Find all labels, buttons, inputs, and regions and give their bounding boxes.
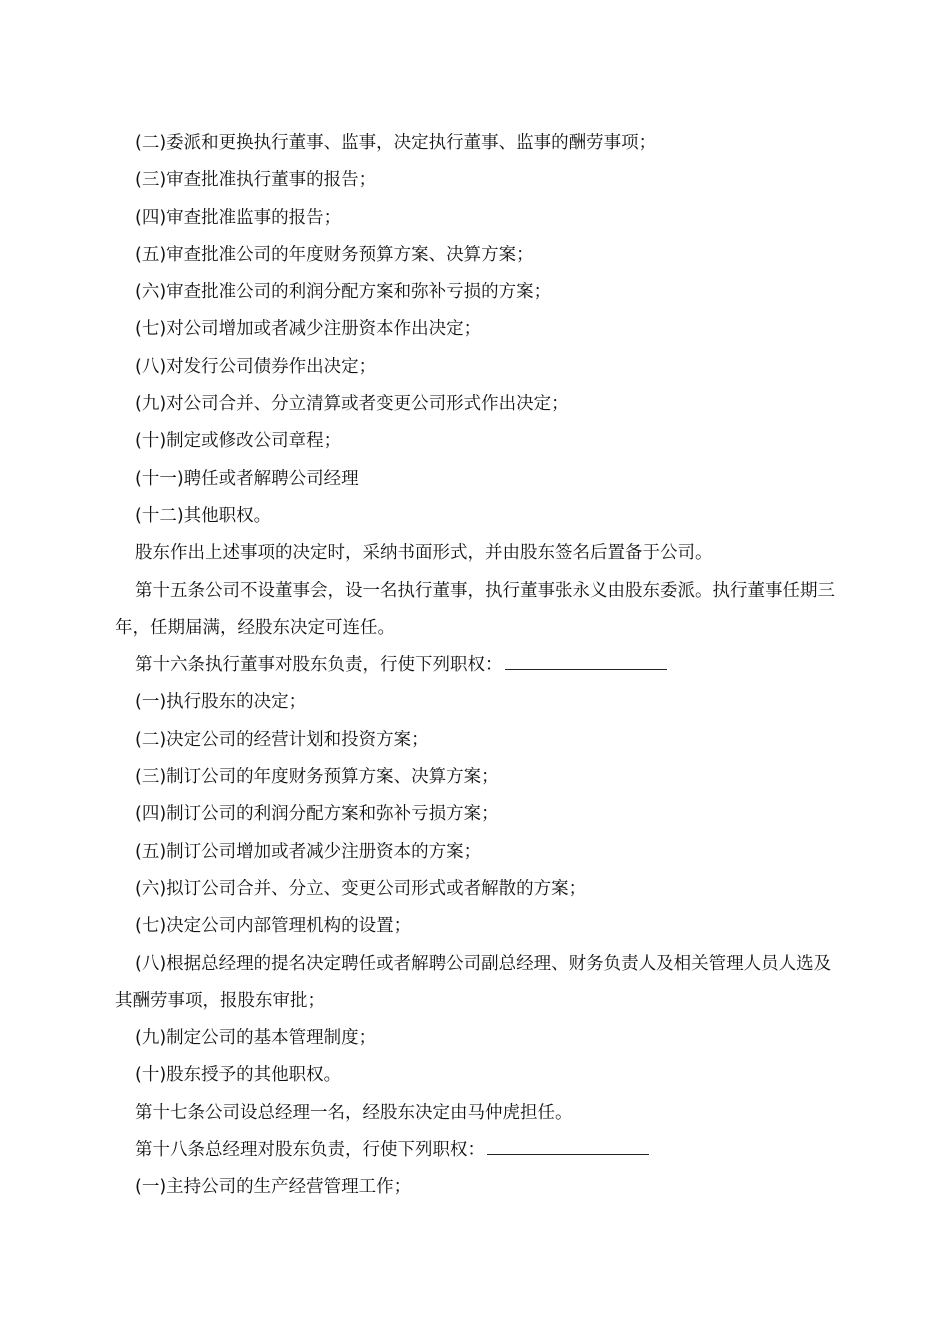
paragraph-duty-8-appoint-officers: (八)根据总经理的提名决定聘任或者解聘公司副总经理、财务负责人及相关管理人员人选及其酬劳事项，报股东审批； (115, 953, 832, 1011)
paragraph-duty-3-budget: (三)制订公司的年度财务预算方案、决算方案； (135, 767, 499, 788)
paragraph-item-6-review-profit-plan: (六)审查批准公司的利润分配方案和弥补亏损的方案； (135, 282, 552, 303)
paragraph-duty-6-merger: (六)拟订公司合并、分立、变更公司形式或者解散的方案； (135, 878, 587, 899)
paragraph-item-12-other-powers: (十二)其他职权。 (135, 505, 272, 526)
paragraph-item-11-manager-appointment: (十一)聘任或者解聘公司经理 (135, 468, 359, 489)
paragraph-duty-10-other: (十)股东授予的其他职权。 (135, 1065, 342, 1086)
article-18-text: 第十八条总经理对股东负责，行使下列职权： (135, 1140, 485, 1161)
paragraph-item-9-merger-split: (九)对公司合并、分立清算或者变更公司形式作出决定； (135, 394, 569, 415)
article-16-text: 第十六条执行董事对股东负责，行使下列职权： (135, 655, 503, 676)
fill-in-blank-line (505, 651, 667, 670)
paragraph-item-2-appoint-directors: (二)委派和更换执行董事、监事，决定执行董事、监事的酬劳事项； (135, 133, 657, 153)
paragraph-item-5-review-budget: (五)审查批准公司的年度财务预算方案、决算方案； (135, 244, 534, 265)
paragraph-article-18 (115, 1132, 838, 1169)
fill-in-blank-line (487, 1136, 649, 1155)
paragraph-duty-5-capital: (五)制订公司增加或者减少注册资本的方案； (135, 841, 482, 862)
paragraph-duty-2-business-plan: (二)决定公司的经营计划和投资方案； (135, 729, 429, 750)
paragraph-item-3-review-director-report: (三)审查批准执行董事的报告； (135, 170, 377, 191)
paragraph-item-10-articles: (十)制定或修改公司章程； (135, 431, 342, 452)
paragraph-article-15: 第十五条公司不设董事会，设一名执行董事，执行董事张永义由股东委派。执行董事任期三年，任期届满，经股东决定可连任。 (115, 580, 835, 638)
paragraph-item-8-bond-issue: (八)对发行公司债券作出决定； (135, 356, 377, 377)
paragraph-article-16 (115, 647, 838, 684)
paragraph-item-4-review-supervisor-report: (四)审查批准监事的报告； (135, 207, 342, 228)
paragraph-item-7-capital-change: (七)对公司增加或者减少注册资本作出决定； (135, 319, 482, 340)
paragraph-duty-9-rules: (九)制定公司的基本管理制度； (135, 1028, 377, 1049)
paragraph-duty-7-structure: (七)决定公司内部管理机构的设置； (135, 916, 412, 937)
paragraph-duty-4-profit: (四)制订公司的利润分配方案和弥补亏损方案； (135, 804, 499, 825)
paragraph-manager-duty-1: (一)主持公司的生产经营管理工作； (135, 1177, 412, 1198)
paragraph-shareholder-decision-form: 股东作出上述事项的决定时，采纳书面形式，并由股东签名后置备于公司。 (135, 543, 713, 564)
paragraph-article-17: 第十七条公司设总经理一名，经股东决定由马仲虎担任。 (135, 1102, 573, 1123)
paragraph-duty-1-execute: (一)执行股东的决定； (135, 692, 307, 713)
